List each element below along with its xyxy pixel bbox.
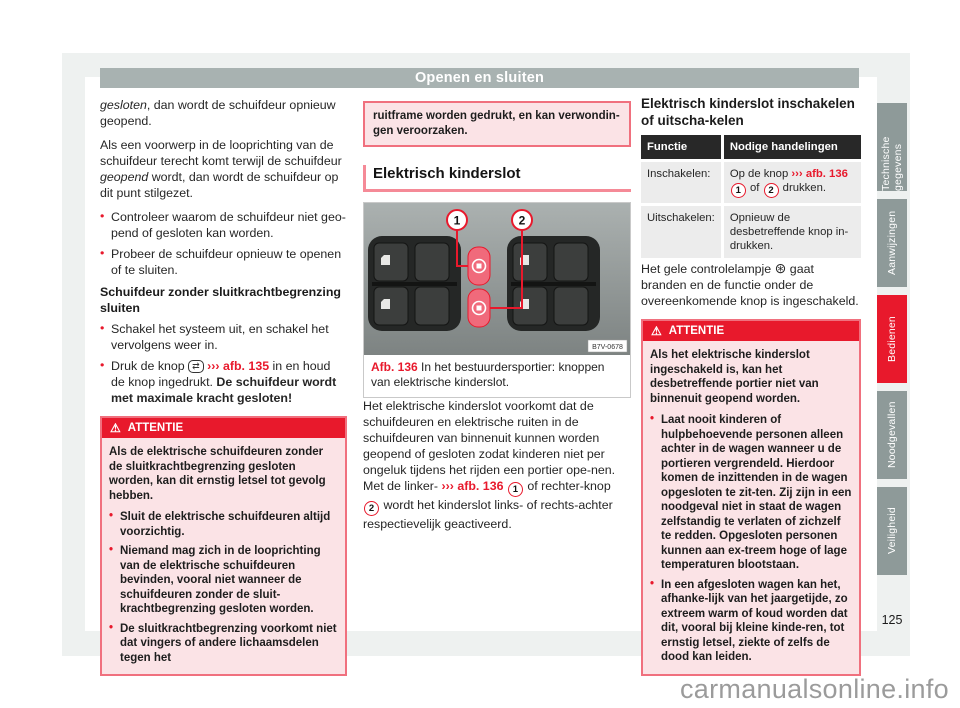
figure-afb-136	[363, 202, 631, 398]
warning-bullet: • In een afgesloten wagen kan het, afhanke-lijk van het jaargetijde, zo extreem warm of koud worden dat dit, vooral bij kleine kinde-ren, tot ernstig letsel, ziekte of zelfs de dood kan leiden.	[650, 578, 852, 665]
warning-triangle-icon: ⚠	[651, 324, 662, 338]
watermark-site-name[interactable]: carmanualsonline.info	[680, 674, 949, 704]
figure-callout-1	[447, 210, 467, 230]
table-row: Inschakelen: Op de knop ››› afb. 136 1 of 2 drukken.	[641, 162, 861, 206]
left-window-switch-panel	[368, 236, 461, 331]
warning-title: ATTENTIE	[127, 422, 184, 434]
page-number: 125	[881, 613, 903, 627]
warning-box-body	[643, 341, 859, 674]
svg-text:2: 2	[518, 213, 526, 228]
figure-image	[364, 203, 630, 355]
table-header-functie: Functie	[641, 135, 724, 162]
chapter-header-bar	[100, 68, 859, 88]
warning-bullet: • Laat nooit kinderen of hulpbehoevende personen alleen achter in de wagen wanneer u de portieren vergrendeld. Hierdoor komen de inzittenden in de wagen opgesloten te zit-ten. Zij zijn in een noodgeval niet in staat de wagen zelfstandig te verlaten of zichzelf te redden. Opgesloten personen kunnen aan ex-treem hoge of lage temperaturen blootstaan.	[650, 413, 852, 573]
figure-caption: Afb. 136 In het bestuurdersportier: knoppen van elektrische kinderslot.	[371, 360, 605, 389]
sub-heading: Elektrisch kinderslot inschakelen of uitscha-kelen	[641, 96, 855, 128]
paragraph: Het gele controlelampje ⊛ gaat branden en de functie onder de overeenkomende knop is ingeschakeld.	[641, 260, 859, 308]
warning-continuation-box: ruitframe worden gedrukt, en kan verwondin-gen veroorzaken.	[363, 101, 631, 147]
sidebar-tab-bedienen[interactable]: Bedienen	[877, 295, 907, 383]
sidebar-tab-aanwijzingen[interactable]: Aanwijzingen	[877, 199, 907, 287]
figure-reference: ››› afb. 136	[441, 479, 504, 493]
figure-id-tag	[588, 340, 627, 352]
bullet-item: • Schakel het systeem uit, en schakel het vervolgens weer in.	[100, 321, 347, 353]
warning-bullet: • De sluitkrachtbegrenzing voorkomt niet dat vingers of andere lichaamsdelen tegen het	[109, 622, 338, 666]
kinderslot-function-table	[641, 135, 861, 261]
warning-triangle-icon: ⚠	[110, 421, 121, 435]
figure-callout-2	[512, 210, 532, 230]
bullet-item: • Probeer de schuifdeur opnieuw te openen of te sluiten.	[100, 246, 347, 278]
svg-text:1: 1	[453, 213, 461, 228]
warning-bullet: • Sluit de elektrische schuifdeuren altijd voorzichtig.	[109, 510, 338, 539]
warning-intro: Als het elektrische kinderslot ingeschakeld is, kan het desbetreffende portier niet van binnenuit geopend worden.	[650, 349, 819, 405]
warning-box-header	[643, 321, 859, 341]
sidebar-tab-technische-gegevens[interactable]: Technische gegevens	[877, 103, 907, 191]
warning-box	[641, 319, 861, 676]
bullet-item: • Controleer waarom de schuifdeur niet geo-pend of gesloten kan worden.	[100, 209, 347, 241]
right-window-switch-panel	[507, 236, 600, 331]
callout-1-badge: 1	[731, 183, 746, 198]
close-door-button-icon: ⇄	[188, 360, 204, 373]
table-header-handelingen: Nodige handelingen	[724, 135, 861, 162]
sub-heading: Schuifdeur zonder sluitkrachtbegrenzing sluiten	[100, 285, 341, 315]
column-2	[363, 99, 631, 540]
paragraph: gesloten, dan wordt de schuifdeur opnieuw geopend.	[100, 98, 336, 128]
callout-2-badge: 2	[364, 501, 379, 516]
callout-1-badge: 1	[508, 482, 523, 497]
warning-bullet: • Niemand mag zich in de looprichting van de elektrische schuifdeuren bevinden, vooral niet wanneer de schuifdeuren zonder de sluit-krachtbegrenzing gesloten worden.	[109, 544, 338, 617]
figure-caption-label: Afb. 136	[371, 360, 418, 374]
column-3	[641, 95, 861, 676]
warning-intro: Als de elektrische schuifdeuren zonder de sluitkrachtbegrenzing gesloten worden, kan dit ernstig letsel tot gevolg hebben.	[109, 446, 326, 502]
warning-box-header	[102, 418, 345, 438]
warning-title: ATTENTIE	[668, 325, 725, 337]
svg-text:B7V-0678: B7V-0678	[592, 344, 623, 351]
sidebar-tab-veiligheid[interactable]: Veiligheid	[877, 487, 907, 575]
warning-box-body	[102, 438, 345, 674]
chapter-title: Openen en sluiten	[414, 70, 545, 86]
paragraph: Als een voorwerp in de looprichting van de schuifdeur terecht komt terwijl de schuifdeur geopend wordt, dan wordt de schuifdeur op dit punt stilgezet.	[100, 138, 342, 200]
column-1	[100, 97, 347, 676]
callout-2-badge: 2	[764, 183, 779, 198]
warning-box	[100, 416, 347, 676]
table-row: Uitschakelen: Opnieuw de desbetreffende knop in-drukken.	[641, 206, 861, 261]
paragraph: Het elektrische kinderslot voorkomt dat de schuifdeuren en elektrische ruiten in de schuifdeuren van binnenuit kunnen worden geopend of gesloten zodat kinderen niet per ongeluk tijdens het rijden een portier ope-nen. Met de linker- ››› afb. 136 1 of rechter-knop 2 wordt het kinderslot links- of rechts-achter respectievelijk geactiveerd.	[363, 399, 616, 531]
section-heading: Elektrisch kinderslot	[363, 165, 631, 192]
figure-reference: ››› afb. 135	[207, 359, 270, 373]
sidebar-tab-noodgevallen[interactable]: Noodgevallen	[877, 391, 907, 479]
figure-reference: ››› afb. 136	[791, 168, 848, 180]
bullet-item: • Druk de knop ⇄ ››› afb. 135 in en houd de knop ingedrukt. De schuifdeur wordt met maximale kracht gesloten!	[100, 358, 347, 406]
child-lock-indicator-icon: ⊛	[774, 260, 787, 276]
